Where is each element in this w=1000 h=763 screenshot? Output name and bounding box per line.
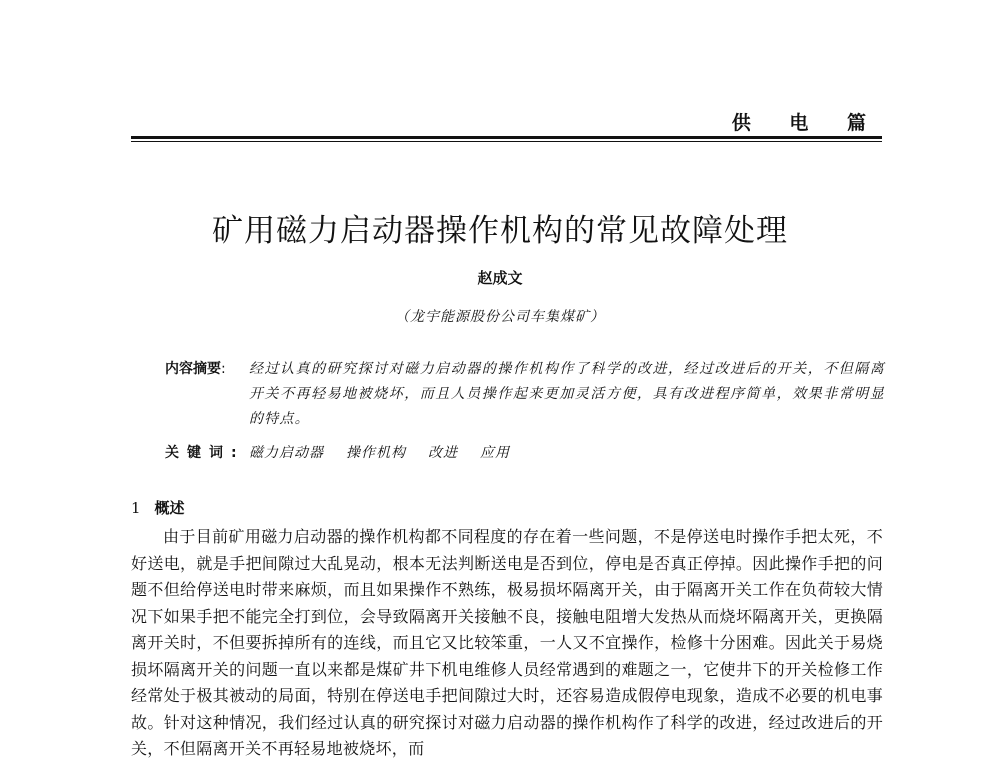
keyword: 磁力启动器 (249, 445, 324, 461)
section-title: 概述 (154, 499, 185, 517)
abstract-block (165, 357, 885, 432)
article-title: 矿用磁力启动器操作机构的常见故障处理 (212, 213, 788, 249)
keyword: 操作机构 (346, 445, 406, 461)
body-paragraph: 由于目前矿用磁力启动器的操作机构都不同程度的存在着一些问题，不是停送电时操作手把太死，不好送电，就是手把间隙过大乱晃动，根本无法判断送电是否到位，停电是否真正停掉。因此操作手把的问题不但给停送电时带来麻烦，而且如果操作不熟练，极易损坏隔离开关，由于隔离开关工作在负荷较大情况下如果手把不能完全打到位，会导致隔离开关接触不良，接触电阻增大发热从而烧坏隔离开关，更换隔离开关时，不但要拆掉所有的连线，而且它又比较笨重，一人又不宜操作，检修十分困难。因此关于易烧损坏隔离开关的问题一直以来都是煤矿井下机电维修人员经常遇到的难题之一，它使井下的开关检修工作经常处于极其被动的局面，特别在停送电手把间隙过大时，还容易造成假停电现象，造成不必要的机电事故。针对这种情况，我们经过认真的研究探讨对磁力启动器的操作机构作了科学的改进，经过改进后的开关，不但隔离开关不再轻易地被烧坏，而 (131, 527, 883, 758)
abstract-label: 内容摘要: (165, 361, 226, 377)
section-header: 供 电 篇 (731, 112, 882, 134)
keyword: 应用 (480, 445, 510, 461)
keywords-block (165, 441, 885, 465)
keywords-label: 关键词: (165, 445, 245, 461)
author-affiliation: （龙宇能源股份公司车集煤矿） (395, 309, 605, 325)
section-heading (131, 497, 185, 518)
header-rule (131, 136, 882, 142)
article-author: 赵成文 (477, 269, 523, 287)
keyword: 改进 (428, 445, 458, 461)
abstract-text: 经过认真的研究探讨对磁力启动器的操作机构作了科学的改进，经过改进后的开关，不但隔离开关不再轻易地被烧坏，而且人员操作起来更加灵活方便，具有改进程序简单，效果非常明显的特点。 (249, 361, 885, 427)
section-number: 1 (131, 499, 141, 517)
